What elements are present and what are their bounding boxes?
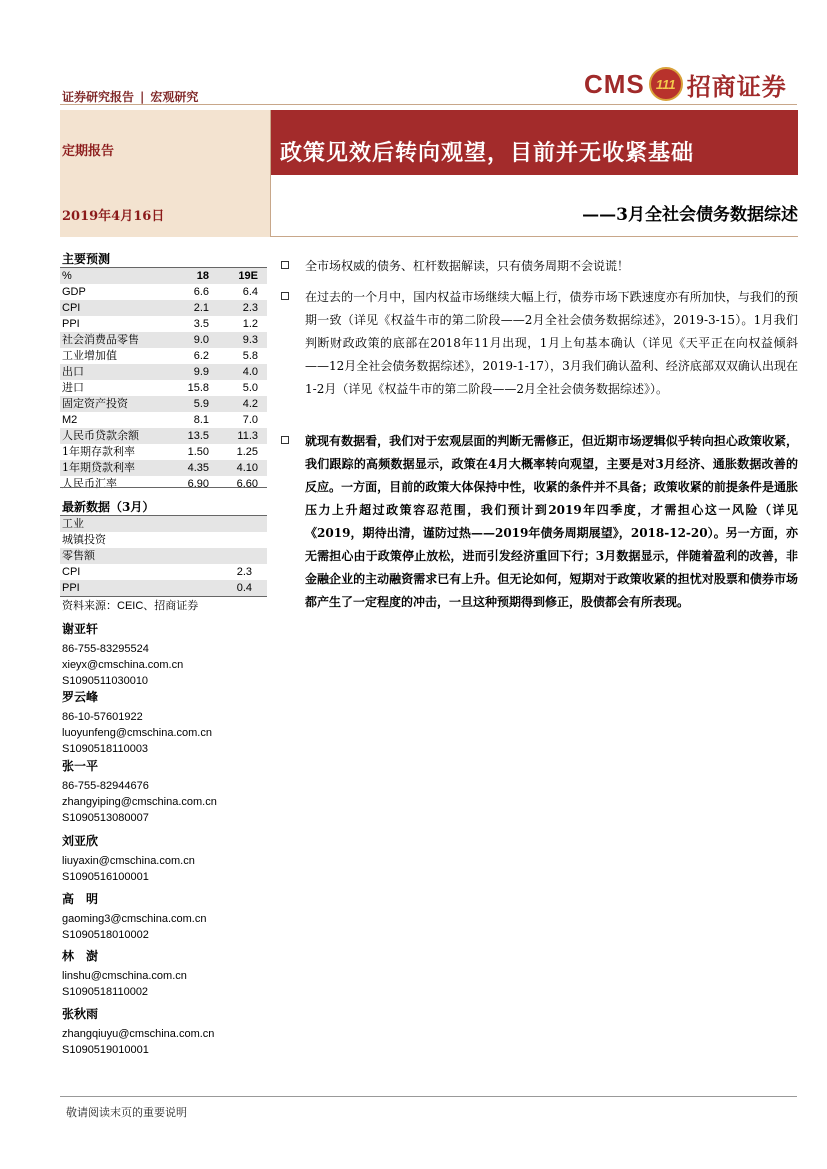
analyst-name: 张一平 (62, 759, 99, 773)
table-row: 1年期存款利率 1.50 1.25 (62, 445, 258, 458)
latest-table (60, 516, 267, 596)
table-row: 出口 9.9 4.0 (60, 364, 267, 380)
analyst-license: S1090511030010 (62, 675, 149, 687)
forecast-col-19e: 19E (238, 270, 258, 282)
data-source: 资料来源：CEIC、招商证券 (62, 599, 199, 612)
forecast-col-unit: % (62, 270, 72, 282)
page-title: 政策见效后转向观望，目前并无收紧基础 (280, 140, 695, 166)
bullet-text: 全市场权威的债务、杠杆数据解读，只有债务周期不会说谎！ (305, 259, 630, 273)
bullet-square-icon (281, 261, 289, 269)
analyst-name: 刘亚欣 (62, 834, 99, 848)
table-row: 工业增加值 6.2 5.8 (62, 349, 258, 362)
logo-en-text: CMS (584, 68, 645, 99)
analyst-card (62, 891, 272, 943)
analyst-license: S1090518010002 (62, 929, 149, 941)
summary-bullet (281, 255, 798, 278)
summary-bullet (281, 430, 798, 614)
bullet-square-icon (281, 292, 289, 300)
report-category: 证券研究报告 (62, 90, 135, 104)
bullet-square-icon (281, 436, 289, 444)
analyst-email[interactable]: xieyx@cmschina.com.cn (62, 659, 184, 671)
analyst-card (62, 833, 272, 885)
table-row: PPI 3.5 1.2 (62, 318, 258, 330)
logo-cn-text: 招商证券 (686, 71, 787, 101)
footer-divider (60, 1096, 797, 1097)
table-row: 零售额 (60, 548, 267, 564)
analyst-email[interactable]: gaoming3@cmschina.com.cn (62, 913, 207, 925)
logo-badge-icon: 111 (649, 67, 683, 101)
bullet-text: 在过去的一个月中，国内权益市场继续大幅上行，债券市场下跌速度亦有所加快，与我们的预期一致（详见《权益牛市的第二阶段——2月全社会债务数据综述》，2019-3-15）。1月我们判断财政政策的底部在2018年11月出现，1月上旬基本确认（详见《天平正在向权益倾斜——12月全社会债务数据综述》，2019-1-17），3月我们确认盈利、经济底部双双确认出现在1-2月（详见《权益牛市的第二阶段——2月全社会债务数据综述》）。 (305, 290, 798, 396)
table-row: 进口 15.8 5.0 (62, 381, 258, 394)
forecast-table (60, 268, 267, 492)
table-row: 人民币汇率 6.90 6.60 (62, 477, 258, 490)
analyst-email[interactable]: linshu@cmschina.com.cn (62, 970, 187, 982)
analyst-email[interactable]: zhangqiuyu@cmschina.com.cn (62, 1028, 215, 1040)
analyst-name: 林 澍 (62, 949, 99, 963)
report-type: 定期报告 (62, 144, 115, 159)
table-row: 1年期贷款利率 4.35 4.10 (60, 460, 267, 476)
breadcrumb-separator: | (140, 90, 145, 104)
analyst-card (62, 758, 272, 826)
forecast-header-row (60, 268, 267, 284)
analyst-name: 高 明 (62, 892, 99, 906)
table-row: CPI 2.1 2.3 (60, 300, 267, 316)
bullet-text: 就现有数据看，我们对于宏观层面的判断无需修正，但近期市场逻辑似乎转向担心政策收紧，我们跟踪的高频数据显示，政策在4月大概率转向观望，主要是对3月经济、通胀数据改善的反应。一方面，目前的政策大体保持中性，收紧的条件并不具备；政策收紧的前提条件是通胀压力上升超过政策容忍范围，我们预计到2019年四季度，才需担心这一风险（详见《2019，期待出清，谨防过热——2019年债务周期展望》，2018-12-20）。另一方面，亦无需担心由于政策停止放松，进而引发经济重回下行；3月数据显示，伴随着盈利的改善，非金融企业的主动融资需求已有上升。但无论如何，短期对于政策收紧的担忧对股票和债券市场都产生了一定程度的冲击，一旦这种预期得到修正，股债都会有所表现。 (305, 434, 798, 609)
report-date: 2019年4月16日 (62, 209, 165, 224)
forecast-col-18: 18 (196, 270, 209, 282)
table-row: M2 8.1 7.0 (62, 414, 258, 426)
analyst-license: S1090513080007 (62, 812, 149, 824)
cms-logo (584, 66, 787, 102)
analyst-license: S1090518110003 (62, 743, 149, 755)
table-row: 人民币贷款余额 13.5 11.3 (60, 428, 267, 444)
forecast-heading: 主要预测 (62, 252, 111, 266)
analyst-email[interactable]: zhangyiping@cmschina.com.cn (62, 796, 217, 808)
table-row: CPI 2.3 (62, 566, 252, 578)
forecast-bottom-rule (60, 487, 267, 488)
analyst-name: 张秋雨 (62, 1007, 99, 1021)
table-row: 工业 (60, 516, 267, 532)
analyst-phone: 86-755-83295524 (62, 643, 149, 655)
table-row: GDP 6.6 6.4 (62, 286, 258, 298)
analyst-card (62, 948, 272, 1000)
latest-heading: 最新数据（3月） (62, 500, 155, 514)
table-row: PPI 0.4 (60, 580, 267, 596)
summary-bullet (281, 286, 798, 401)
analyst-card (62, 621, 272, 689)
header-divider (60, 104, 797, 105)
analyst-card (62, 689, 272, 757)
analyst-license: S1090519010001 (62, 1044, 149, 1056)
analyst-name: 罗云峰 (62, 690, 99, 704)
analyst-phone: 86-10-57601922 (62, 711, 143, 723)
footer-note: 敬请阅读末页的重要说明 (66, 1106, 187, 1119)
analyst-name: 谢亚轩 (62, 622, 99, 636)
breadcrumb (62, 88, 198, 105)
report-subcategory: 宏观研究 (150, 90, 199, 104)
page-subtitle: ——3月全社会债务数据综述 (582, 205, 798, 225)
table-row: 社会消费品零售 9.0 9.3 (60, 332, 267, 348)
table-row: 固定资产投资 5.9 4.2 (60, 396, 267, 412)
analyst-card (62, 1006, 272, 1058)
analyst-license: S1090518110002 (62, 986, 149, 998)
analyst-email[interactable]: luoyunfeng@cmschina.com.cn (62, 727, 212, 739)
analyst-license: S1090516100001 (62, 871, 149, 883)
subtitle-divider (271, 236, 798, 237)
table-row: 城镇投资 (62, 533, 106, 546)
analyst-email[interactable]: liuyaxin@cmschina.com.cn (62, 855, 195, 867)
analyst-phone: 86-755-82944676 (62, 780, 149, 792)
